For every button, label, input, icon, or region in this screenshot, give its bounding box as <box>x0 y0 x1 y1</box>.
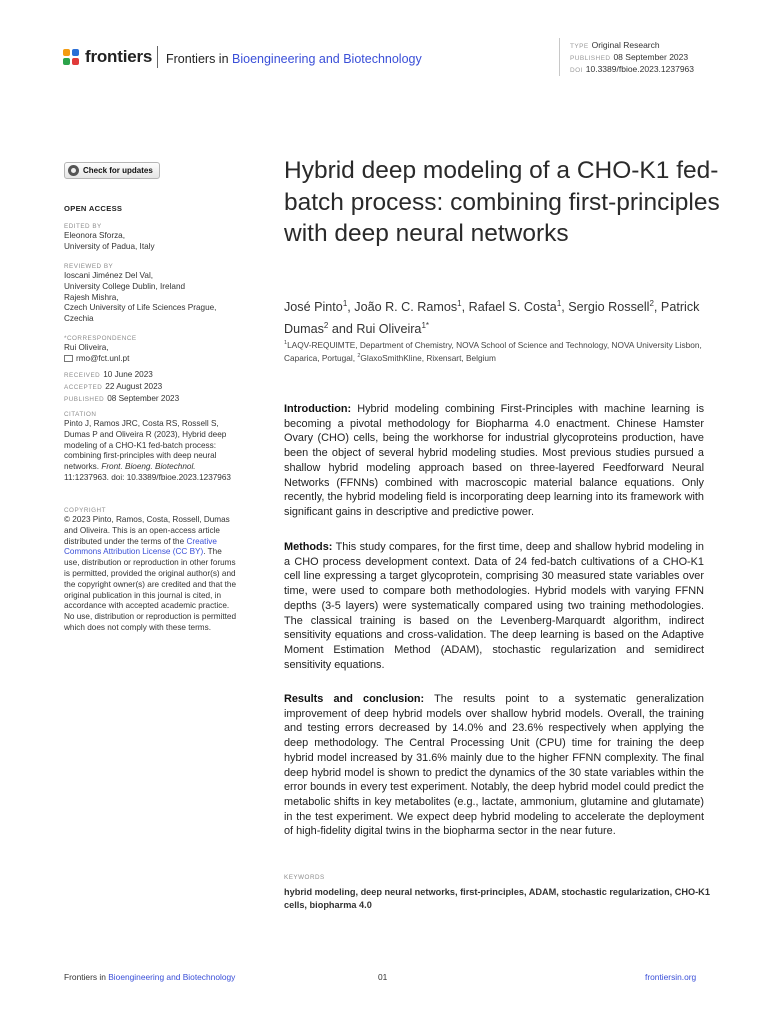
article-type: TYPE Original Research <box>570 40 660 50</box>
reviewer-affiliation: Czech University of Life Sciences Prague, Czechia <box>64 303 217 324</box>
check-for-updates-icon <box>68 165 79 176</box>
header-divider <box>157 46 158 68</box>
edited-by-section <box>64 222 239 253</box>
check-for-updates-label: Check for updates <box>83 166 153 175</box>
footer-site-link[interactable]: frontiersin.org <box>645 972 697 982</box>
reviewed-by-section <box>64 262 239 325</box>
check-for-updates-button[interactable] <box>64 162 160 179</box>
dates-section <box>64 370 239 405</box>
copyright-text: © 2023 Pinto, Ramos, Costa, Rossell, Dumas and Oliveira. This is an open-access article distributed under the terms of the Creative Commons Attribution License (CC BY). The use, distribution or reproduction in other forums is permitted, provided the original author(s) and the copyright owner(s) are credited and that the original publication in this journal is cited, in accordance with accepted academic practice. No use, distribution or reproduction is permitted which does not comply with these terms. <box>64 515 237 632</box>
footer-journal[interactable]: Frontiers in Bioengineering and Biotechnology <box>64 972 236 982</box>
author-name: Sergio Rossell <box>568 300 650 315</box>
accepted-date: ACCEPTED 22 August 2023 <box>64 381 163 391</box>
author-name: Rafael S. Costa <box>468 300 557 315</box>
reviewer-name: Ioscani Jiménez Del Val, <box>64 271 154 280</box>
citation-doi[interactable]: doi: 10.3389/fbioe.2023.1237963 <box>111 472 231 482</box>
keywords: hybrid modeling, deep neural networks, first-principles, ADAM, stochastic regularization, CHO-K1 cells, biopharma 4.0 <box>284 887 710 910</box>
correspondence-email[interactable]: rmo@fct.unl.pt <box>64 354 239 365</box>
correspondence-name: Rui Oliveira, <box>64 343 109 352</box>
meta-divider <box>559 38 560 76</box>
abstract-introduction: Introduction: Hybrid modeling combining First-Principles with machine learning is becoming a pivotal methodology for Biopharma 4.0 enactment. Chinese Hamster Ovary (CHO) cells, being the workhorse for industrial glycoproteins production, have been the object of several hybrid modeling studies. Most previous studies pursued a shallow hybrid modeling approach based on three-layered Feedforward Neural Networks (FFNNs) combined with macroscopic material balance equations. Only recently, the hybrid modeling field is incorporating deep learning into its framework with significant gains in descriptive and predictive power. <box>284 403 705 518</box>
author-name: João R. C. Ramos <box>354 300 458 315</box>
affiliations: $^1$LAQV-REQUIMTE, Department of Chemistry, NOVA School of Science and Technology, NOVA University Lisbon, Caparica, Portugal, $^2$GlaxoSmithKline, Rixensart, Belgium <box>284 339 702 364</box>
frontiers-logo-icon <box>63 49 80 66</box>
correspondence-section <box>64 334 239 365</box>
citation-label: CITATION <box>64 411 97 418</box>
open-access-label: OPEN ACCESS <box>64 204 123 213</box>
abstract-results: Results and conclusion: The results point to a systematic generalization improvement of deep hybrid models over shallow hybrid models. Overall, the training and testing errors decreased by 14.0% and 23.6% respectively when applying the deep methodology. The Central Processing Unit (CPU) time for training the deep hybrid model increased by 31.6% mainly due to the higher FFNN complexity. The final deep hybrid model is shown to predict the dynamics of the 30 state variables within the error bounds in every test experiment. Notably, the deep hybrid model could predict the metabolic shifts in key metabolites (e.g., lactate, ammonium, glutamine and glutamate) in the test experiment. We expect deep hybrid modeling to accelerate the deployment of high-fidelity digital twins in the biopharma sector in the near future. <box>284 693 704 838</box>
citation-journal: Front. Bioeng. Biotechnol. <box>101 462 196 472</box>
reviewed-by-label: REVIEWED BY <box>64 263 114 270</box>
mail-icon <box>64 355 73 362</box>
license-link[interactable]: Creative Commons Attribution License (CC BY) <box>64 536 217 557</box>
author-name: José Pinto <box>284 300 343 315</box>
citation-text: Pinto J, Ramos JRC, Costa RS, Rossell S, Dumas P and Oliveira R (2023), Hybrid deep modeling of a CHO-K1 fed-batch process: combining first-principles with deep neural networks. Front. Bioeng. Biotechnol. 11:1237963. doi: 10.3389/fbioe.2023.1237963 <box>64 419 231 482</box>
article-title: Hybrid deep modeling of a CHO-K1 fed-batch process: combining first-principles with deep neural networks <box>284 157 720 247</box>
correspondence-label: *CORRESPONDENCE <box>64 335 137 342</box>
page-number: 01 <box>378 972 388 982</box>
article-published: PUBLISHED 08 September 2023 <box>570 52 689 62</box>
citation-section <box>64 410 239 484</box>
reviewer-name: Rajesh Mishra, <box>64 292 119 302</box>
author-name: and Rui Oliveira <box>331 321 422 336</box>
copyright-section <box>64 506 239 634</box>
abstract-heading: Methods: <box>284 541 333 553</box>
frontiers-logo[interactable] <box>63 46 152 68</box>
abstract-methods: Methods: This study compares, for the first time, deep and shallow hybrid modeling in a CHO process development context. Data of 24 fed-batch cultivations of a CHO-K1 cell line expressing a target glycoprotein, comprising 30 measured state variables over time, were used to compare both methodologies. Hybrid models with varying FFNN depths (3-5 layers) were systematically compared using two training methodologies. The classical training is based on the Levenberg-Marquardt algorithm, indirect sensitivity equations and cross-validation. The deep learning is based on the Adaptive Moment Estimation Method (ADAM), stochastic regularization and semidirect sensitivity equations. <box>284 541 704 671</box>
abstract-heading: Results and conclusion: <box>284 693 425 705</box>
logo-text: frontiers <box>85 47 153 66</box>
author-list: José Pinto$^1$, João R. C. Ramos$^1$, Rafael S. Costa$^1$, Sergio Rossell$^2$, Patrick Dumas$^2$ and Rui Oliveira$^{1*}$ <box>284 299 700 336</box>
editor-affiliation: University of Padua, Italy <box>64 241 155 251</box>
editor-name: Eleonora Sforza, <box>64 231 125 240</box>
abstract-heading: Introduction: <box>284 403 352 415</box>
author-name: Patrick Dumas <box>284 300 700 336</box>
article-doi[interactable]: DOI 10.3389/fbioe.2023.1237963 <box>570 64 695 74</box>
received-date: RECEIVED 10 June 2023 <box>64 370 153 379</box>
reviewer-affiliation: University College Dublin, Ireland <box>64 281 186 291</box>
journal-prefix: Frontiers in <box>166 52 232 66</box>
keywords-label: KEYWORDS <box>284 874 325 881</box>
published-date: PUBLISHED 08 September 2023 <box>64 393 180 403</box>
copyright-label: COPYRIGHT <box>64 507 106 514</box>
edited-by-label: EDITED BY <box>64 223 102 230</box>
journal-title: Bioengineering and Biotechnology <box>232 52 422 66</box>
journal-name[interactable] <box>166 52 422 66</box>
